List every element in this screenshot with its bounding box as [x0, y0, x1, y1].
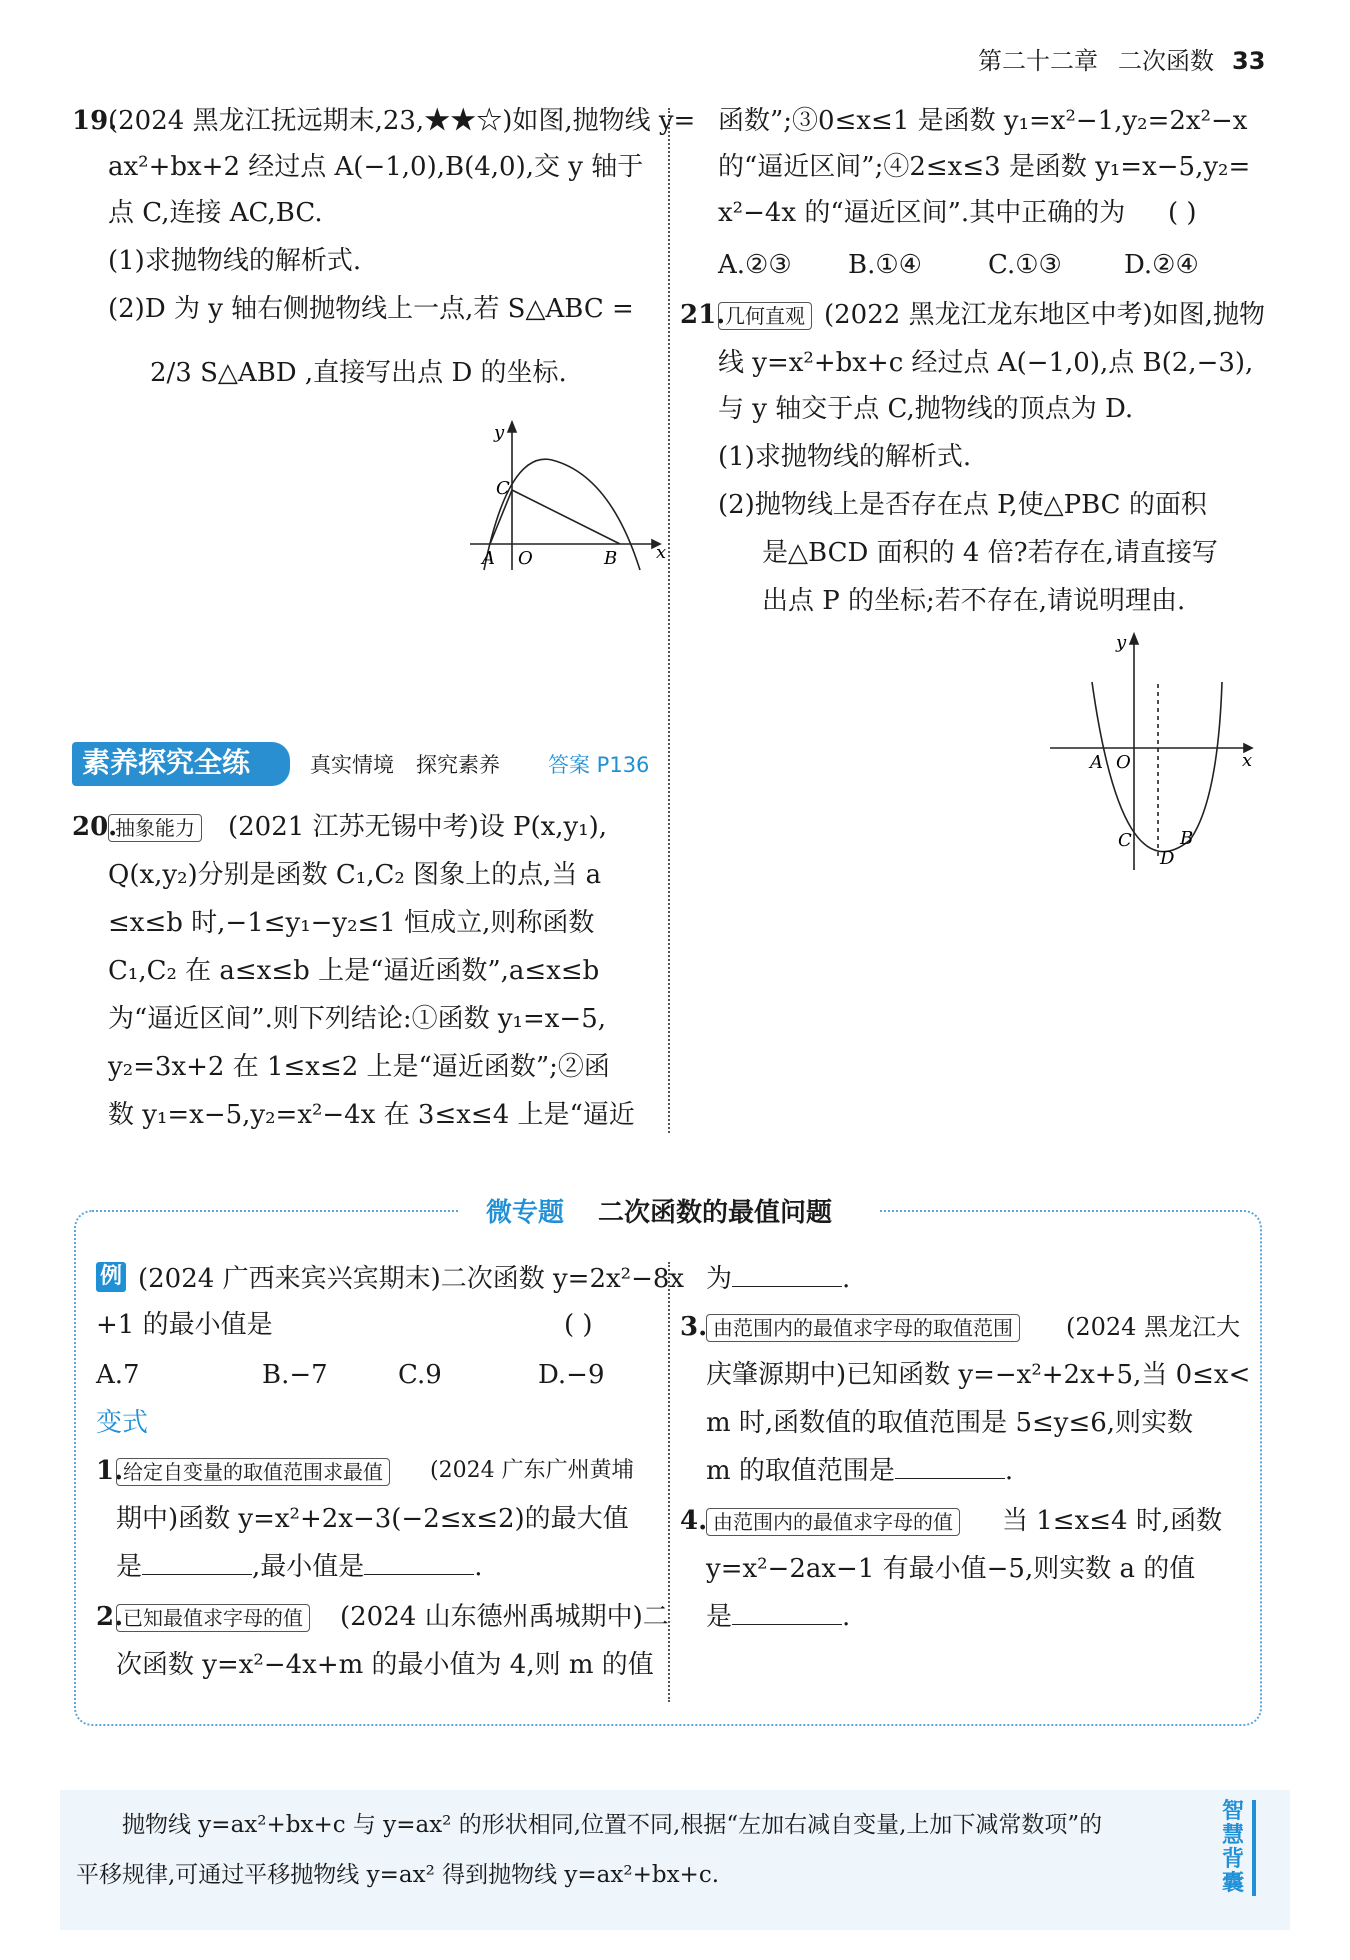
q21-d-label: D — [1160, 848, 1175, 869]
v4-line-1: 当 1≤x≤4 时,函数 — [1002, 1506, 1223, 1536]
q21-line-1: (2022 黑龙江龙东地区中考)如图,抛物 — [824, 300, 1265, 330]
q21-line-5: (2)抛物线上是否存在点 P,使△PBC 的面积 — [718, 490, 1207, 520]
tip-line-2: 平移规律,可通过平移抛物线 y=ax² 得到抛物线 y=ax²+bx+c. — [76, 1862, 720, 1888]
v4-line-3a: 是 — [706, 1602, 733, 1632]
q20-answer-paren: ( ) — [1168, 198, 1197, 228]
v2-number: 2. — [96, 1602, 124, 1632]
v3-blank[interactable] — [895, 1454, 1005, 1479]
q19-a-label: A — [482, 548, 495, 569]
v2-tag-wrap — [116, 1600, 310, 1634]
v4-line-3 — [706, 1600, 850, 1634]
q19-o-label: O — [518, 548, 533, 569]
v3-tag-wrap — [706, 1310, 1020, 1344]
column-divider-top — [668, 108, 670, 1133]
q19-line-2: ax²+bx+2 经过点 A(−1,0),B(4,0),交 y 轴于 — [108, 152, 644, 182]
q21-b-label: B — [1180, 828, 1194, 849]
section-title: 素养探究全练 — [82, 746, 251, 779]
q21-graph — [1040, 630, 1260, 880]
v3-tag: 由范围内的最值求字母的取值范围 — [706, 1314, 1020, 1342]
v4-number: 4. — [680, 1506, 708, 1536]
example-option-a: A.7 — [96, 1360, 140, 1390]
v3-line-3: m 时,函数值的取值范围是 5≤y≤6,则实数 — [706, 1408, 1194, 1438]
q20-right-line-3: x²−4x 的“逼近区间”.其中正确的为 — [718, 198, 1126, 228]
special-topic-title: 二次函数的最值问题 — [598, 1198, 833, 1228]
q21-tag: 几何直观 — [718, 302, 812, 330]
q20-line-4: C₁,C₂ 在 a≤x≤b 上是“逼近函数”,a≤x≤b — [108, 956, 600, 986]
q21-line-6: 是△BCD 面积的 4 倍?若存在,请直接写 — [762, 538, 1218, 568]
example-option-d: D.−9 — [538, 1360, 605, 1390]
q21-tag-wrap — [718, 298, 812, 332]
v2-blank[interactable] — [732, 1262, 842, 1287]
q20-line-1: (2021 江苏无锡中考)设 P(x,y₁), — [228, 812, 608, 842]
q21-x-label: x — [1242, 750, 1253, 771]
q21-line-7: 出点 P 的坐标;若不存在,请说明理由. — [762, 586, 1186, 616]
example-tag: 例 — [96, 1262, 126, 1292]
q19-line-3: 点 C,连接 AC,BC. — [108, 198, 323, 228]
v1-line-3a: 是 — [116, 1552, 143, 1582]
section-answer: 答案 P136 — [548, 753, 650, 777]
v3-line-1: (2024 黑龙江大 — [1066, 1313, 1241, 1341]
v3-line-4b: . — [1004, 1456, 1014, 1486]
q20-line-6: y₂=3x+2 在 1≤x≤2 上是“逼近函数”;②函 — [108, 1052, 610, 1082]
tip-line-1: 抛物线 y=ax²+bx+c 与 y=ax² 的形状相同,位置不同,根据“左加右减自变量,上加下减常数项”的 — [122, 1812, 1103, 1838]
v3-line-2: 庆肇源期中)已知函数 y=−x²+2x+5,当 0≤x< — [706, 1360, 1251, 1390]
v1-tag-wrap — [116, 1454, 390, 1488]
v2-continuation — [706, 1262, 850, 1296]
q19-c-label: C — [496, 478, 510, 499]
q20-number: 20. — [72, 812, 118, 842]
topic-title: 二次函数 — [1118, 47, 1214, 75]
q19-line-1: (2024 黑龙江抚远期末,23,★★☆)如图,抛物线 y= — [108, 106, 696, 136]
example-line-2: +1 的最小值是 — [96, 1310, 273, 1340]
q21-line-2: 线 y=x²+bx+c 经过点 A(−1,0),点 B(2,−3), — [718, 348, 1254, 378]
q20-line-5: 为“逼近区间”.则下列结论:①函数 y₁=x−5, — [108, 1004, 607, 1034]
example-option-b: B.−7 — [262, 1360, 328, 1390]
v2-cont-b: . — [842, 1264, 851, 1294]
v1-line-1: (2024 广东广州黄埔 — [430, 1458, 634, 1483]
v4-line-2: y=x²−2ax−1 有最小值−5,则实数 a 的值 — [706, 1554, 1196, 1584]
q20-option-c: C.①③ — [988, 250, 1062, 280]
q20-tag: 抽象能力 — [108, 814, 202, 842]
example-paren: ( ) — [564, 1310, 593, 1340]
q21-a-label: A — [1090, 752, 1103, 773]
q20-line-2: Q(x,y₂)分别是函数 C₁,C₂ 图象上的点,当 a — [108, 860, 602, 890]
v1-blank-max[interactable] — [142, 1550, 252, 1575]
q19-line-6: 2/3 S△ABD ,直接写出点 D 的坐标. — [150, 358, 567, 388]
v4-tag-wrap — [706, 1504, 960, 1538]
q20-right-line-2: 的“逼近区间”;④2≤x≤3 是函数 y₁=x−5,y₂= — [718, 152, 1251, 182]
v4-tag: 由范围内的最值求字母的值 — [706, 1508, 960, 1536]
q20-tag-wrap — [108, 810, 202, 844]
v1-line-3 — [116, 1550, 483, 1584]
q19-x-label: x — [656, 542, 667, 563]
q21-number: 21. — [680, 300, 726, 330]
v4-blank[interactable] — [732, 1600, 842, 1625]
q20-line-3: ≤x≤b 时,−1≤y₁−y₂≤1 恒成立,则称函数 — [108, 908, 595, 938]
tip-side-label: 智慧背囊 — [1222, 1799, 1245, 1896]
q20-line-7: 数 y₁=x−5,y₂=x²−4x 在 3≤x≤4 上是“逼近 — [108, 1100, 635, 1130]
v1-line-3b: ,最小值是 — [252, 1552, 365, 1582]
page-number: 33 — [1232, 47, 1266, 75]
v2-cont-a: 为 — [706, 1264, 733, 1294]
special-topic-divider — [668, 1262, 670, 1702]
q21-c-label: C — [1118, 830, 1132, 851]
q19-b-label: B — [604, 548, 618, 569]
v3-number: 3. — [680, 1312, 708, 1342]
v1-blank-min[interactable] — [364, 1550, 474, 1575]
q21-line-4: (1)求抛物线的解析式. — [718, 442, 972, 472]
section-sub2: 探究素养 — [416, 753, 500, 777]
example-option-c: C.9 — [398, 1360, 442, 1390]
q20-option-b: B.①④ — [848, 250, 922, 280]
v3-line-4 — [706, 1454, 1013, 1488]
section-banner — [72, 742, 290, 786]
q20-option-d: D.②④ — [1124, 250, 1199, 280]
v1-number: 1. — [96, 1456, 124, 1486]
v2-line-2: 次函数 y=x²−4x+m 的最小值为 4,则 m 的值 — [116, 1650, 654, 1680]
tip-side-bar — [1252, 1800, 1256, 1896]
special-topic-label: 微专题 — [486, 1198, 565, 1228]
example-line-1: (2024 广西来宾兴宾期末)二次函数 y=2x²−8x — [138, 1264, 685, 1294]
q19-line-4: (1)求抛物线的解析式. — [108, 246, 362, 276]
v1-line-2: 期中)函数 y=x²+2x−3(−2≤x≤2)的最大值 — [116, 1504, 629, 1534]
variant-label: 变式 — [96, 1408, 149, 1438]
section-sub1: 真实情境 — [310, 753, 394, 777]
v1-tag: 给定自变量的取值范围求最值 — [116, 1458, 390, 1486]
v4-line-3b: . — [842, 1602, 851, 1632]
v2-tag: 已知最值求字母的值 — [116, 1604, 310, 1632]
q19-line-5: (2)D 为 y 轴右侧抛物线上一点,若 S△ABC = — [108, 294, 634, 324]
v2-line-1: (2024 山东德州禹城期中)二 — [340, 1602, 669, 1632]
v1-line-3c: . — [474, 1552, 483, 1582]
q20-option-a: A.②③ — [718, 250, 792, 280]
q19-y-label: y — [494, 422, 505, 443]
q21-line-3: 与 y 轴交于点 C,抛物线的顶点为 D. — [718, 394, 1134, 424]
q21-o-label: O — [1116, 752, 1131, 773]
v3-line-4a: m 的取值范围是 — [706, 1456, 895, 1486]
q19-number: 19. — [72, 106, 118, 136]
q20-right-line-1: 函数”;③0≤x≤1 是函数 y₁=x²−1,y₂=2x²−x — [718, 106, 1248, 136]
chapter-title: 第二十二章 — [978, 47, 1098, 75]
q19-graph — [460, 420, 670, 580]
q21-y-label: y — [1116, 632, 1127, 653]
